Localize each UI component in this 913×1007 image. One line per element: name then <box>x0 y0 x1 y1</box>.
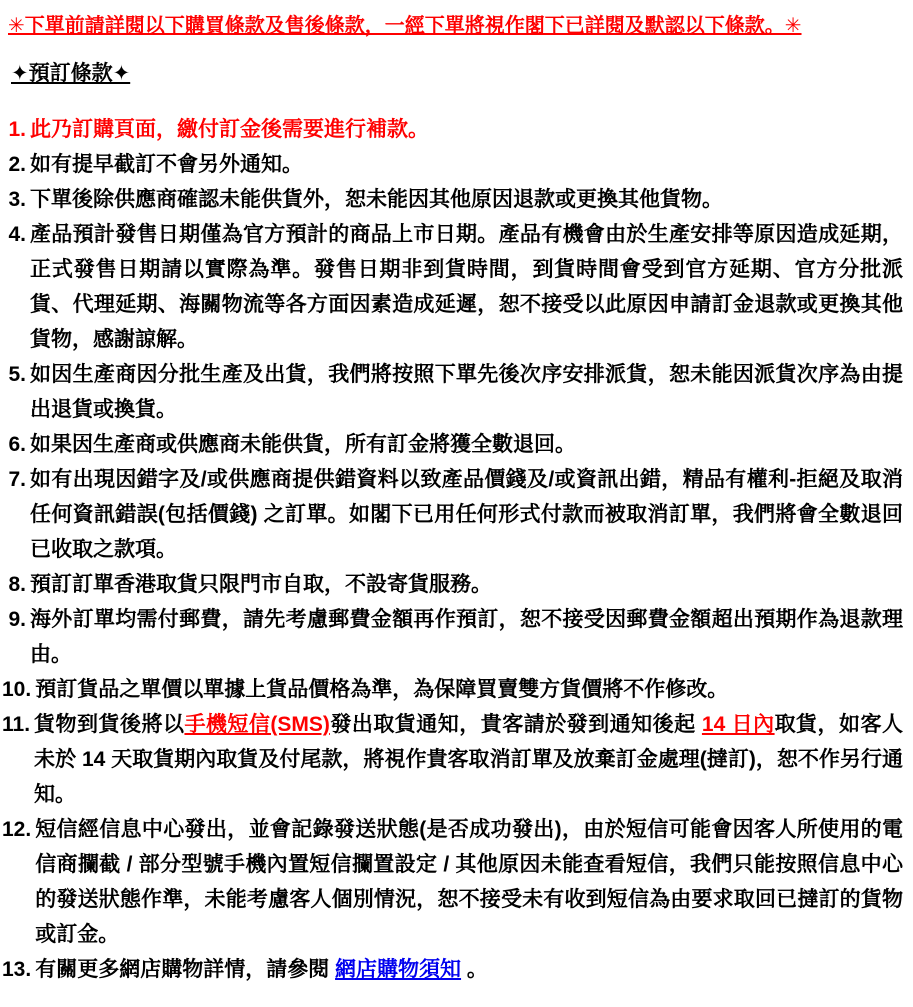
term-number: 13. <box>2 958 32 981</box>
page-title-warning: ✳下單前請詳閱以下購買條款及售後條款，一經下單將視作閣下已詳閱及默認以下條款。✳ <box>8 15 802 37</box>
term-text <box>26 462 903 567</box>
term-text <box>26 182 903 217</box>
term-text <box>26 567 903 602</box>
term-item <box>2 462 903 567</box>
term-text-segment: 取貨，如客人未於 14 天取貨期內取貨及付尾款，將視作貴客取消訂單及放棄訂金處理(撻訂)，恕不作另行通知。 <box>34 713 903 806</box>
term-text <box>31 952 903 987</box>
term-text-segment: 手機短信(SMS) <box>184 713 330 736</box>
term-text-segment: 預訂訂單香港取貨只限門市自取，不設寄貨服務。 <box>30 573 492 596</box>
term-item <box>2 567 903 602</box>
term-text <box>26 217 903 357</box>
term-text <box>26 357 903 427</box>
term-text-segment: 14 日內 <box>701 713 775 736</box>
term-number: 3. <box>8 188 26 211</box>
term-number: 6. <box>8 433 26 456</box>
term-number: 12. <box>2 818 32 841</box>
term-item <box>2 602 903 672</box>
term-text <box>31 812 903 952</box>
term-item <box>2 217 903 357</box>
term-text <box>30 707 903 812</box>
term-text-segment: 如果因生產商或供應商未能供貨，所有訂金將獲全數退回。 <box>30 433 576 456</box>
term-item <box>2 812 903 952</box>
term-item <box>2 427 903 462</box>
term-number: 8. <box>8 573 26 596</box>
term-text-segment: 有關更多網店購物詳情，請參閱 <box>35 958 336 981</box>
term-text <box>26 147 903 182</box>
term-text-segment: 如有提早截訂不會另外通知。 <box>30 153 303 176</box>
term-number: 10. <box>2 678 32 701</box>
term-number: 4. <box>8 223 26 246</box>
term-number: 11. <box>2 713 31 736</box>
term-item <box>2 672 903 707</box>
term-number: 2. <box>8 153 26 176</box>
term-text-segment: 如有出現因錯字及/或供應商提供錯資料以致產品價錢及/或資訊出錯，精品有權利-拒絕及取消任何資訊錯誤(包括價錢) 之訂單。如閣下已用任何形式付款而被取消訂單，我們將會全數退回已收取之款項。 <box>30 468 903 561</box>
term-item <box>2 112 903 147</box>
term-text-segment: 如因生產商因分批生產及出貨，我們將按照下單先後次序安排派貨，恕未能因派貨次序為由提出退貨或換貨。 <box>30 363 903 421</box>
term-text-segment: 發出取貨通知，貴客請於發到通知後起 <box>329 713 702 736</box>
term-item <box>2 182 903 217</box>
term-item <box>2 357 903 427</box>
term-number: 9. <box>8 608 26 631</box>
term-text-segment: 。 <box>461 958 488 981</box>
term-text <box>26 112 903 147</box>
terms-list <box>2 112 903 987</box>
term-item <box>2 952 903 987</box>
term-text-segment: 產品預計發售日期僅為官方預計的商品上市日期。產品有機會由於生產安排等原因造成延期，正式發售日期請以實際為準。發售日期非到貨時間，到貨時間會受到官方延期、官方分批派貨、代理延期、海關物流等各方面因素造成延遲，恕不接受以此原因申請訂金退款或更換其他貨物，感謝諒解。 <box>30 223 903 351</box>
term-number: 1. <box>8 118 26 141</box>
term-number: 7. <box>8 468 26 491</box>
section-heading-row <box>2 61 903 112</box>
store-shopping-guide-link[interactable]: 網店購物須知 <box>335 958 462 981</box>
term-text <box>31 672 903 707</box>
section-heading-preorder-terms: ✦預訂條款✦ <box>11 62 131 85</box>
term-text-segment: 此乃訂購頁面，繳付訂金後需要進行補款。 <box>30 118 429 141</box>
term-text <box>26 602 903 672</box>
term-text-segment: 預訂貨品之單價以單據上貨品價格為準，為保障買賣雙方貨價將不作修改。 <box>35 678 729 701</box>
term-text-segment: 短信經信息中心發出，並會記錄發送狀態(是否成功發出)，由於短信可能會因客人所使用的電信商攔截 / 部分型號手機內置短信攔置設定 / 其他原因未能查看短信，我們只能按照信息中心的發送狀態作準，未能考慮客人個別情況，恕不接受未有收到短信為由要求取回已撻訂的貨物或訂金。 <box>35 818 903 946</box>
term-item <box>2 147 903 182</box>
term-text-segment: 貨物到貨後將以 <box>34 713 185 736</box>
term-text-segment: 下單後除供應商確認未能供貨外，恕未能因其他原因退款或更換其他貨物。 <box>30 188 723 211</box>
term-text-segment: 海外訂單均需付郵費，請先考慮郵費金額再作預訂，恕不接受因郵費金額超出預期作為退款理由。 <box>30 608 903 666</box>
term-item <box>2 707 903 812</box>
term-number: 5. <box>8 363 26 386</box>
term-text <box>26 427 903 462</box>
